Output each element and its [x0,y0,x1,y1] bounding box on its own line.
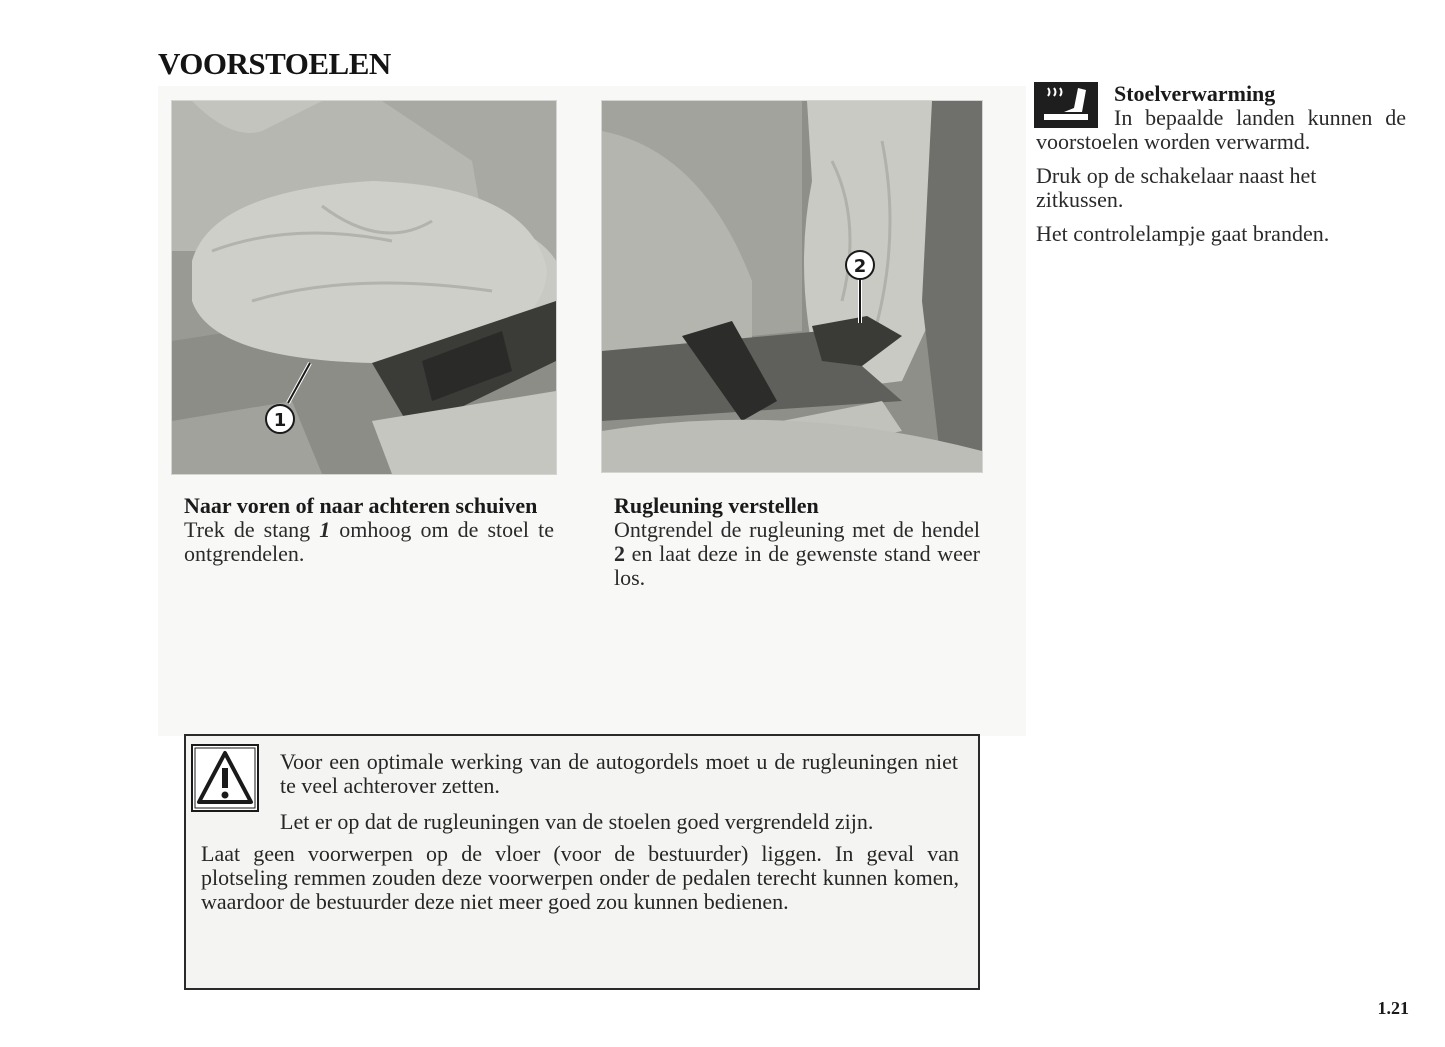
seat-slide-instructions [184,518,554,566]
backrest-heading: Rugleuning verstellen [614,493,819,518]
warning-paragraph-2: Let er op dat de rugleuningen van de stoelen goed vergrendeld zijn. [280,809,874,834]
backrest-photo [601,100,983,473]
seat-heating-heading: Stoelverwarming [1114,81,1276,106]
lever-number-2: 2 [614,541,625,566]
seat-heating-paragraph-1: In bepaalde landen kunnen de voorstoelen worden verwarmd. [1036,105,1406,154]
backrest-text-before: Ontgrendel de rugleuning met de hendel [614,517,980,542]
warning-text-block-2 [201,842,959,914]
warning-paragraph-1: Voor een optimale werking van de autogordels moet u de rugleuningen niet te veel achterover zetten. [280,749,958,798]
callout-1-label: 1 [273,410,287,431]
backrest-instructions [614,518,980,590]
seat-slide-text-before: Trek de stang [184,517,320,542]
seat-slide-heading: Naar voren of naar achteren schuiven [184,493,538,518]
warning-triangle-icon [191,744,259,812]
seat-slide-illustration [172,101,556,474]
seat-heating-paragraph-2: Druk op de schakelaar naast het zitkussen. [1036,163,1317,212]
seat-slide-text-after: omhoog om de stoel te ontgrendelen. [184,517,554,566]
lever-number-1: 1 [319,517,331,542]
seat-slide-caption [184,494,554,566]
backrest-illustration [602,101,982,472]
warning-paragraph-3: Laat geen voorwerpen op de vloer (voor de bestuurder) liggen. In geval van plotseling remmen zouden deze voorwerpen onder de pedalen terecht kunnen komen, waardoor de bestuurder deze niet meer goed zou kunnen bedienen. [201,841,959,914]
page-number: 1.21 [1377,998,1409,1018]
warning-text-block [280,750,958,834]
seat-slide-photo [171,100,557,475]
backrest-caption [614,494,980,590]
callout-2-label: 2 [853,256,867,277]
seat-heating-section [1036,82,1406,246]
seat-heating-paragraph-3: Het controlelampje gaat branden. [1036,221,1330,246]
backrest-text-after: en laat deze in de gewenste stand weer los. [614,541,980,590]
page-title: VOORSTOELEN [158,46,391,81]
